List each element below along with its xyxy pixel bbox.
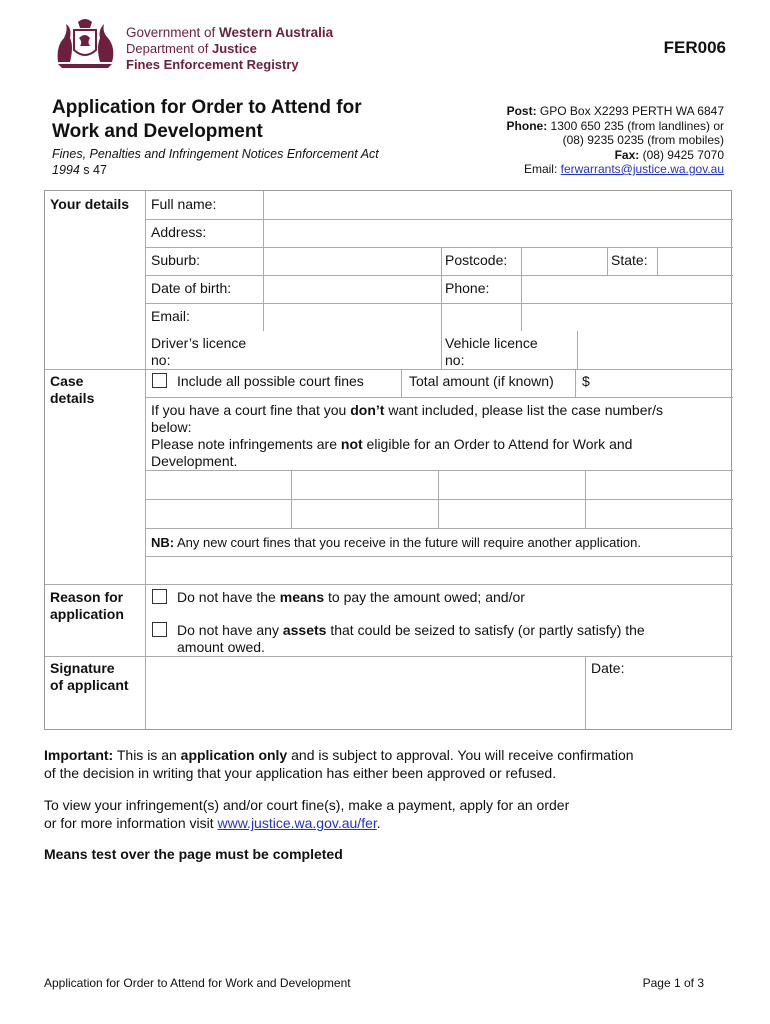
org-line-2-prefix: Department of xyxy=(126,41,212,56)
state-input[interactable] xyxy=(661,249,731,273)
application-form xyxy=(44,190,732,730)
total-amount-label: Total amount (if known) xyxy=(409,373,554,389)
drivers-licence-label-line-2: no: xyxy=(151,352,171,368)
no-means-text-a: Do not have the xyxy=(177,589,280,605)
act-year: 1994 xyxy=(52,163,80,177)
court-fine-text-a: If you have a court fine that you xyxy=(151,402,351,418)
org-line-1-bold: Western Australia xyxy=(219,25,334,40)
case-number-input[interactable] xyxy=(292,500,438,528)
nb-note xyxy=(151,534,641,551)
fax-label: Fax: xyxy=(614,147,640,162)
important-notice xyxy=(44,746,734,782)
footer-form-title: Application for Order to Attend for Work and Development xyxy=(44,976,351,990)
more-info-period: . xyxy=(376,815,381,831)
no-assets-label xyxy=(177,622,645,656)
court-fine-text-d: below: xyxy=(151,419,192,435)
include-all-fines-label: Include all possible court fines xyxy=(177,373,364,389)
dob-label: Date of birth: xyxy=(151,280,232,296)
more-info-line-2: or for more information visit xyxy=(44,815,218,831)
important-text-c: and is subject to approval. You will receive confirmation xyxy=(287,747,634,763)
important-text-d: of the decision in writing that your application has either been approved or refused. xyxy=(44,765,557,781)
no-assets-text-a: Do not have any xyxy=(177,622,283,638)
reason-heading-line-1: Reason for xyxy=(50,589,124,605)
case-details-heading-line-2: details xyxy=(50,390,95,406)
org-line-1-prefix: Government of xyxy=(126,25,220,40)
no-assets-checkbox[interactable] xyxy=(152,622,167,637)
important-label: Important: xyxy=(44,747,114,763)
more-info-line-1: To view your infringement(s) and/or court fine(s), make a payment, apply for an order xyxy=(44,797,570,813)
phone-value-mobile: (08) 9235 0235 (from mobiles) xyxy=(562,133,724,147)
vehicle-licence-input[interactable] xyxy=(581,333,731,367)
phone-label: Phone: xyxy=(506,118,548,133)
case-number-input[interactable] xyxy=(146,471,291,499)
postcode-label: Postcode: xyxy=(445,252,508,268)
form-title-line-1: Application for Order to Attend for xyxy=(52,97,362,118)
no-means-text-bold: means xyxy=(279,589,325,605)
case-details-heading-line-1: Case xyxy=(50,373,84,389)
no-means-checkbox[interactable] xyxy=(152,589,167,604)
org-line-2-bold: Justice xyxy=(212,41,257,56)
legislation-reference xyxy=(52,146,412,178)
email-label: Email: xyxy=(523,162,561,176)
nb-label: NB: xyxy=(151,535,175,550)
org-line-3: Fines Enforcement Registry xyxy=(126,57,299,72)
date-input[interactable] xyxy=(586,679,732,729)
contact-details xyxy=(424,104,724,177)
date-label: Date: xyxy=(591,660,625,676)
address-input[interactable] xyxy=(269,221,731,245)
nb-text: Any new court fines that you receive in the future will require another application. xyxy=(174,535,641,550)
dollar-sign: $ xyxy=(582,373,590,389)
note-text-a: Please note infringements are xyxy=(151,436,341,452)
suburb-label: Suburb: xyxy=(151,252,201,268)
more-info-text xyxy=(44,796,734,832)
email-input[interactable] xyxy=(269,305,731,329)
no-means-text-c: to pay the amount owed; and/or xyxy=(324,589,525,605)
signature-heading xyxy=(50,660,129,694)
total-amount-input[interactable] xyxy=(597,371,731,395)
post-value: GPO Box X2293 PERTH WA 6847 xyxy=(536,104,724,118)
drivers-licence-input[interactable] xyxy=(269,333,439,367)
full-name-label: Full name: xyxy=(151,196,217,212)
no-means-label xyxy=(177,589,525,606)
note-text-d: Development. xyxy=(151,453,238,469)
reason-heading xyxy=(50,589,124,623)
signature-heading-line-1: Signature xyxy=(50,660,115,676)
case-number-input[interactable] xyxy=(586,471,732,499)
justice-website-link[interactable]: www.justice.wa.gov.au/fer xyxy=(217,815,377,831)
include-all-fines-checkbox[interactable] xyxy=(152,373,167,388)
note-text-bold: not xyxy=(340,436,363,452)
signature-heading-line-2: of applicant xyxy=(50,677,129,693)
drivers-licence-label xyxy=(151,335,246,369)
case-number-input[interactable] xyxy=(439,500,585,528)
case-details-heading xyxy=(50,373,94,407)
page-number: Page 1 of 3 xyxy=(642,976,704,990)
post-label: Post: xyxy=(506,104,537,118)
vehicle-licence-label-line-1: Vehicle licence xyxy=(445,335,538,351)
wa-coat-of-arms-icon xyxy=(50,16,120,70)
form-code: FER006 xyxy=(663,38,726,57)
your-details-heading: Your details xyxy=(50,196,130,212)
email-link[interactable]: ferwarrants@justice.wa.gov.au xyxy=(560,162,724,176)
court-fine-text-c: want included, please list the case number/s xyxy=(384,402,664,418)
form-title-line-2: Work and Development xyxy=(52,121,263,142)
organisation-name xyxy=(126,25,333,73)
act-name: Fines, Penalties and Infringement Notices Enforcement Act xyxy=(52,147,379,161)
act-section: s 47 xyxy=(79,163,107,177)
means-test-notice: Means test over the page must be completed xyxy=(44,846,343,862)
form-title xyxy=(52,96,432,144)
drivers-licence-label-line-1: Driver’s licence xyxy=(151,335,247,351)
signature-field[interactable] xyxy=(146,657,585,729)
phone-value: 1300 650 235 (from landlines) or xyxy=(547,118,724,133)
court-fine-instructions xyxy=(151,402,729,470)
note-text-c: eligible for an Order to Attend for Work and xyxy=(362,436,633,452)
full-name-input[interactable] xyxy=(269,193,731,217)
case-number-input[interactable] xyxy=(146,500,291,528)
phone-input[interactable] xyxy=(525,277,731,301)
suburb-input[interactable] xyxy=(269,249,439,273)
postcode-input[interactable] xyxy=(525,249,605,273)
court-fine-text-bold: don’t xyxy=(350,402,385,418)
vehicle-licence-label xyxy=(445,335,538,369)
case-number-input[interactable] xyxy=(586,500,732,528)
email-field-label: Email: xyxy=(151,308,190,324)
no-assets-text-d: amount owed. xyxy=(177,639,265,655)
wa-government-logo xyxy=(50,16,370,74)
phone-field-label: Phone: xyxy=(445,280,490,296)
vehicle-licence-label-line-2: no: xyxy=(445,352,465,368)
state-label: State: xyxy=(611,252,648,268)
fax-value: (08) 9425 7070 xyxy=(639,147,724,162)
dob-input[interactable] xyxy=(269,277,439,301)
no-assets-text-c: that could be seized to satisfy (or partly satisfy) the xyxy=(326,622,645,638)
important-text-bold: application only xyxy=(180,747,288,763)
case-number-input[interactable] xyxy=(292,471,438,499)
no-assets-text-bold: assets xyxy=(282,622,327,638)
case-number-input[interactable] xyxy=(439,471,585,499)
important-text-a: This is an xyxy=(113,747,181,763)
reason-heading-line-2: application xyxy=(50,606,124,622)
address-label: Address: xyxy=(151,224,207,240)
